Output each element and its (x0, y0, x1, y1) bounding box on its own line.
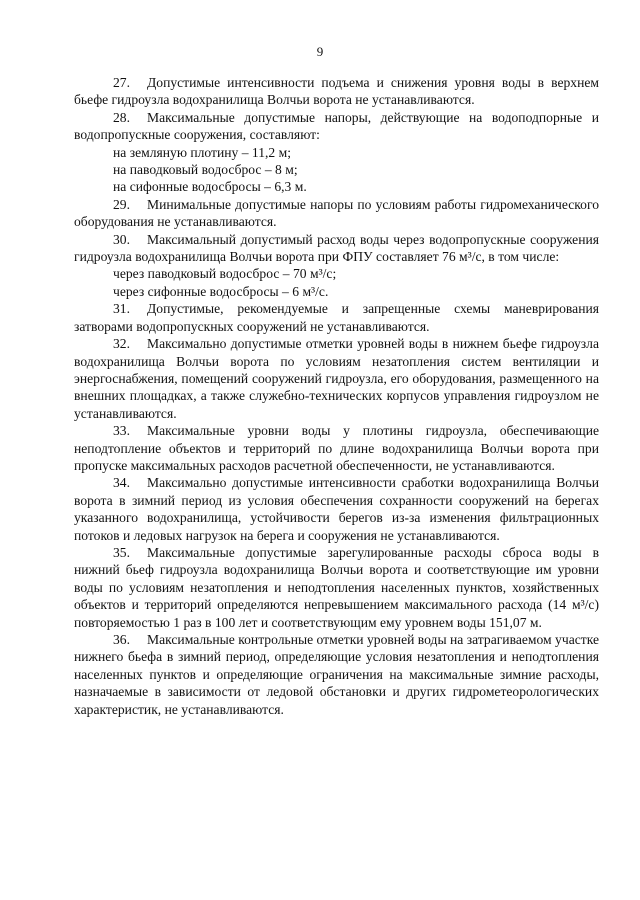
paragraph-number: 36. (113, 632, 130, 647)
paragraph-35 (74, 544, 599, 631)
paragraph-text: Максимальные допустимые напоры, действующие на водоподпорные и водопропускные сооружения, составляют: (74, 109, 599, 143)
paragraph-text: Допустимые, рекомендуемые и запрещенные схемы маневрирования затворами водопропускных сооружений не устанавливаются. (74, 301, 599, 334)
paragraph-28 (74, 109, 599, 144)
list-item: через сифонные водосбросы – 6 м³/с. (113, 283, 329, 299)
paragraph-number: 34. (113, 475, 130, 491)
paragraph-text: Максимальные допустимые зарегулированные расходы сброса воды в нижний бьеф гидроузла водохранилища Волчьи ворота и соответствующие им уровни воды по условиям незатопления и неподтопления населенных пунктов, хозяйственных объектов и территорий определяются непревышением максимального расхода (14 м³/с) повторяемостью 1 раз в 100 лет и соответствующим ему уровнем воды 151,07 м. (74, 544, 599, 630)
paragraph-text: Максимальные контрольные отметки уровней воды на затрагиваемом участке нижнего бьефа в зимний период, определяющие условия незатопления и неподтопления населенных пунктов и определяющие ограничения на максимальные зимние расходы, назначаемые в зависимости от ледовой обстановки и других гидрометеорологических характеристик, не устанавливаются. (74, 632, 599, 717)
paragraph-31 (74, 300, 599, 335)
paragraph-number: 33. (113, 423, 130, 439)
paragraph-number: 30. (113, 231, 130, 247)
page-number: 9 (316, 44, 324, 59)
paragraph-30 (74, 231, 599, 266)
list-item: на земляную плотину – 11,2 м; (113, 144, 291, 160)
paragraph-number: 31. (113, 301, 130, 317)
paragraph-29 (74, 196, 599, 231)
list-item: через паводковый водосброс – 70 м³/с; (113, 266, 337, 282)
paragraph-text: Минимальные допустимые напоры по условиям работы гидромеханического оборудования не устанавливаются. (74, 196, 599, 230)
list-item: на паводковый водосброс – 8 м; (113, 162, 298, 178)
paragraph-27 (74, 74, 599, 109)
paragraph-number: 29. (113, 196, 130, 212)
paragraph-number: 35. (113, 544, 130, 560)
paragraph-36 (74, 631, 599, 718)
paragraph-text: Максимально допустимые интенсивности сработки водохранилища Волчьи ворота в зимний период из условия обеспечения сохранности сооружений на берегах указанного водохранилища, устойчивости берегов из-за изменения фильтрационных потоков и ледовых нагрузок на берега и сооружения не устанавливаются. (74, 475, 599, 543)
paragraph-number: 27. (113, 75, 130, 90)
document-body (74, 74, 599, 718)
paragraph-32 (74, 335, 599, 422)
paragraph-number: 28. (113, 109, 130, 125)
paragraph-number: 32. (113, 336, 130, 352)
paragraph-text: Максимально допустимые отметки уровней воды в нижнем бьефе гидроузла водохранилища Волчьи ворота по условиям незатопления систем вентиляции и энергоснабжения, помещений сооружений гидроузла, его оборудования, размещенного на внешних площадках, а также служебно-технических корпусов управления гидроузлом не устанавливаются. (74, 336, 599, 421)
list-item: на сифонные водосбросы – 6,3 м. (113, 179, 307, 195)
paragraph-text: Максимальные уровни воды у плотины гидроузла, обеспечивающие неподтопление объектов и территорий по длине водохранилища Волчьи ворота при пропуске максимальных расходов расчетной обеспеченности, не устанавливаются. (74, 423, 599, 473)
paragraph-34 (74, 474, 599, 544)
paragraph-text: Максимальный допустимый расход воды через водопропускные сооружения гидроузла водохранилища Волчьи ворота при ФПУ составляет 76 м³/с, в том числе: (74, 231, 599, 265)
paragraph-text: Допустимые интенсивности подъема и снижения уровня воды в верхнем бьефе гидроузла водохранилища Волчьи ворота не устанавливаются. (74, 75, 599, 108)
paragraph-33 (74, 422, 599, 474)
